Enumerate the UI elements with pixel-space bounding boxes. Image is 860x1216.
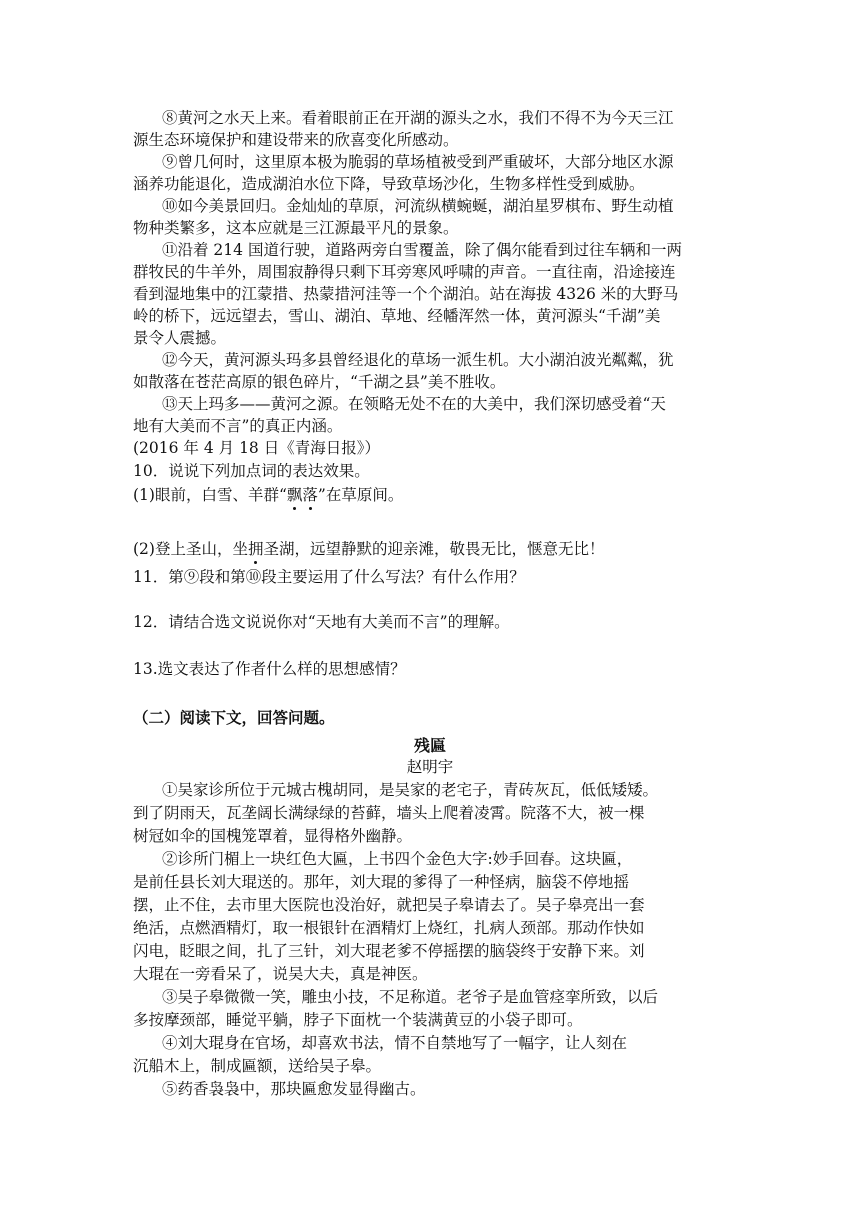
q10-1-after: ”在草原间。	[317, 486, 404, 504]
story-p2-line-2: 是前任县长刘大琨送的。那年，刘大琨的爹得了一种怪病，脑袋不停地摇	[133, 873, 630, 891]
q10-1-dotted-word	[287, 486, 318, 504]
p11-line-5: 景令人震撼。	[133, 329, 227, 347]
story-p1-line-3: 树冠如伞的国槐笼罩着，显得格外幽静。	[133, 827, 413, 845]
question-11: 11．第⑨段和第⑩段主要运用了什么写法？有什么作用？	[133, 568, 525, 586]
emphasis-dot-char: 拥	[247, 540, 264, 558]
question-12: 12．请结合选文说说你对“天地有大美而不言”的理解。	[133, 613, 510, 631]
p11-line-2: 群牧民的牛羊外，周围寂静得只剩下耳旁寒风呼啸的声音。一直往南，沿途接连	[133, 263, 676, 281]
question-10: 10．说说下列加点词的表达效果。	[133, 462, 370, 480]
story-p5-line-1: ⑤药香袅袅中，那块匾愈发显得幽古。	[162, 1080, 426, 1098]
section-2-heading: （二）阅读下文，回答问题。	[133, 708, 335, 727]
p12-line-1: ⑫今天，黄河源头玛多县曾经退化的草场一派生机。大小湖泊波光粼粼，犹	[162, 351, 674, 369]
p10-line-2: 物种类繁多，这本应就是三江源最平凡的景象。	[133, 219, 459, 237]
question-10-item-2	[133, 538, 605, 560]
story-p2-line-5: 闪电，眨眼之间，扎了三针，刘大琨老爹不停摇摆的脑袋终于安静下来。刘	[133, 942, 645, 960]
story-p1-line-2: 到了阴雨天，瓦垄阔长满绿绿的苔藓，墙头上爬着凌霄。院落不大，被一棵	[133, 804, 645, 822]
p13-line-1: ⑬天上玛多——黄河之源。在领略无处不在的大美中，我们深切感受着“天	[162, 395, 666, 413]
p9-line-1: ⑨曾几何时，这里原本极为脆弱的草场植被受到严重破坏，大部分地区水源	[162, 153, 674, 171]
q10-2-after: 圣湖，远望静默的迎亲滩，敬畏无比，惬意无比！	[263, 540, 605, 558]
emphasis-dot-char: 落	[302, 486, 318, 504]
source-citation: (2016 年 4 月 18 日《青海日报》）	[133, 439, 380, 457]
p12-line-2: 如散落在苍茫高原的银色碎片，“千湖之县”美不胜收。	[133, 373, 506, 391]
p11-line-4: 岭的桥下，远远望去，雪山、湖泊、草地、经幡浑然一体，黄河源头“千湖”美	[133, 307, 661, 325]
question-10-item-1	[133, 484, 403, 506]
story-p3-line-2: 多按摩颈部，睡觉平躺，脖子下面枕一个装满黄豆的小袋子即可。	[133, 1011, 583, 1029]
p11-line-3: 看到湿地集中的江蒙措、热蒙措河洼等一个个湖泊。站在海拔 4326 米的大野马	[133, 285, 679, 303]
story-p2-line-6: 大琨在一旁看呆了，说吴大夫，真是神医。	[133, 965, 428, 983]
story-p2-line-3: 摆，止不住，去市里大医院也没治好，就把吴子皋请去了。吴子皋亮出一套	[133, 896, 645, 914]
story-p1-line-1: ①吴家诊所位于元城古槐胡同，是吴家的老宅子，青砖灰瓦，低低矮矮。	[162, 781, 659, 799]
story-author: 赵明宇	[406, 758, 454, 776]
story-p2-line-4: 绝活，点燃酒精灯，取一根银针在酒精灯上烧红，扎病人颈部。那动作快如	[133, 919, 645, 937]
story-p2-line-1: ②诊所门楣上一块红色大匾，上书四个金色大字:妙手回春。这块匾，	[162, 850, 633, 868]
story-p3-line-1: ③吴子皋微微一笑，雕虫小技，不足称道。老爷子是血管痉挛所致，以后	[162, 988, 659, 1006]
p8-line-1: ⑧黄河之水天上来。看着眼前正在开湖的源头之水，我们不得不为今天三江	[162, 109, 674, 127]
q10-2-dotted-word	[248, 540, 264, 558]
q10-2-before: (2)登上圣山，坐	[133, 540, 248, 558]
p13-line-2: 地有大美而不言”的真正内涵。	[133, 417, 343, 435]
q10-1-before: (1)眼前，白雪、羊群“	[133, 486, 287, 504]
question-13: 13.选文表达了作者什么样的思想感情？	[133, 660, 406, 678]
story-title: 残匾	[413, 736, 446, 755]
story-p4-line-2: 沉船木上，制成匾额，送给吴子皋。	[133, 1057, 382, 1075]
p10-line-1: ⑩如今美景回归。金灿灿的草原，河流纵横蜿蜒，湖泊星罗棋布、野生动植	[162, 197, 674, 215]
story-p4-line-1: ④刘大琨身在官场，却喜欢书法，情不自禁地写了一幅字，让人刻在	[162, 1034, 628, 1052]
p11-line-1: ⑪沿着 214 国道行驶，道路两旁白雪覆盖，除了偶尔能看到过往车辆和一两	[162, 241, 682, 259]
p9-line-2: 涵养功能退化，造成湖泊水位下降，导致草场沙化，生物多样性受到威胁。	[133, 175, 645, 193]
p8-line-2: 源生态环境保护和建设带来的欣喜变化所感动。	[133, 131, 459, 149]
emphasis-dot-char: 飘	[286, 486, 303, 504]
